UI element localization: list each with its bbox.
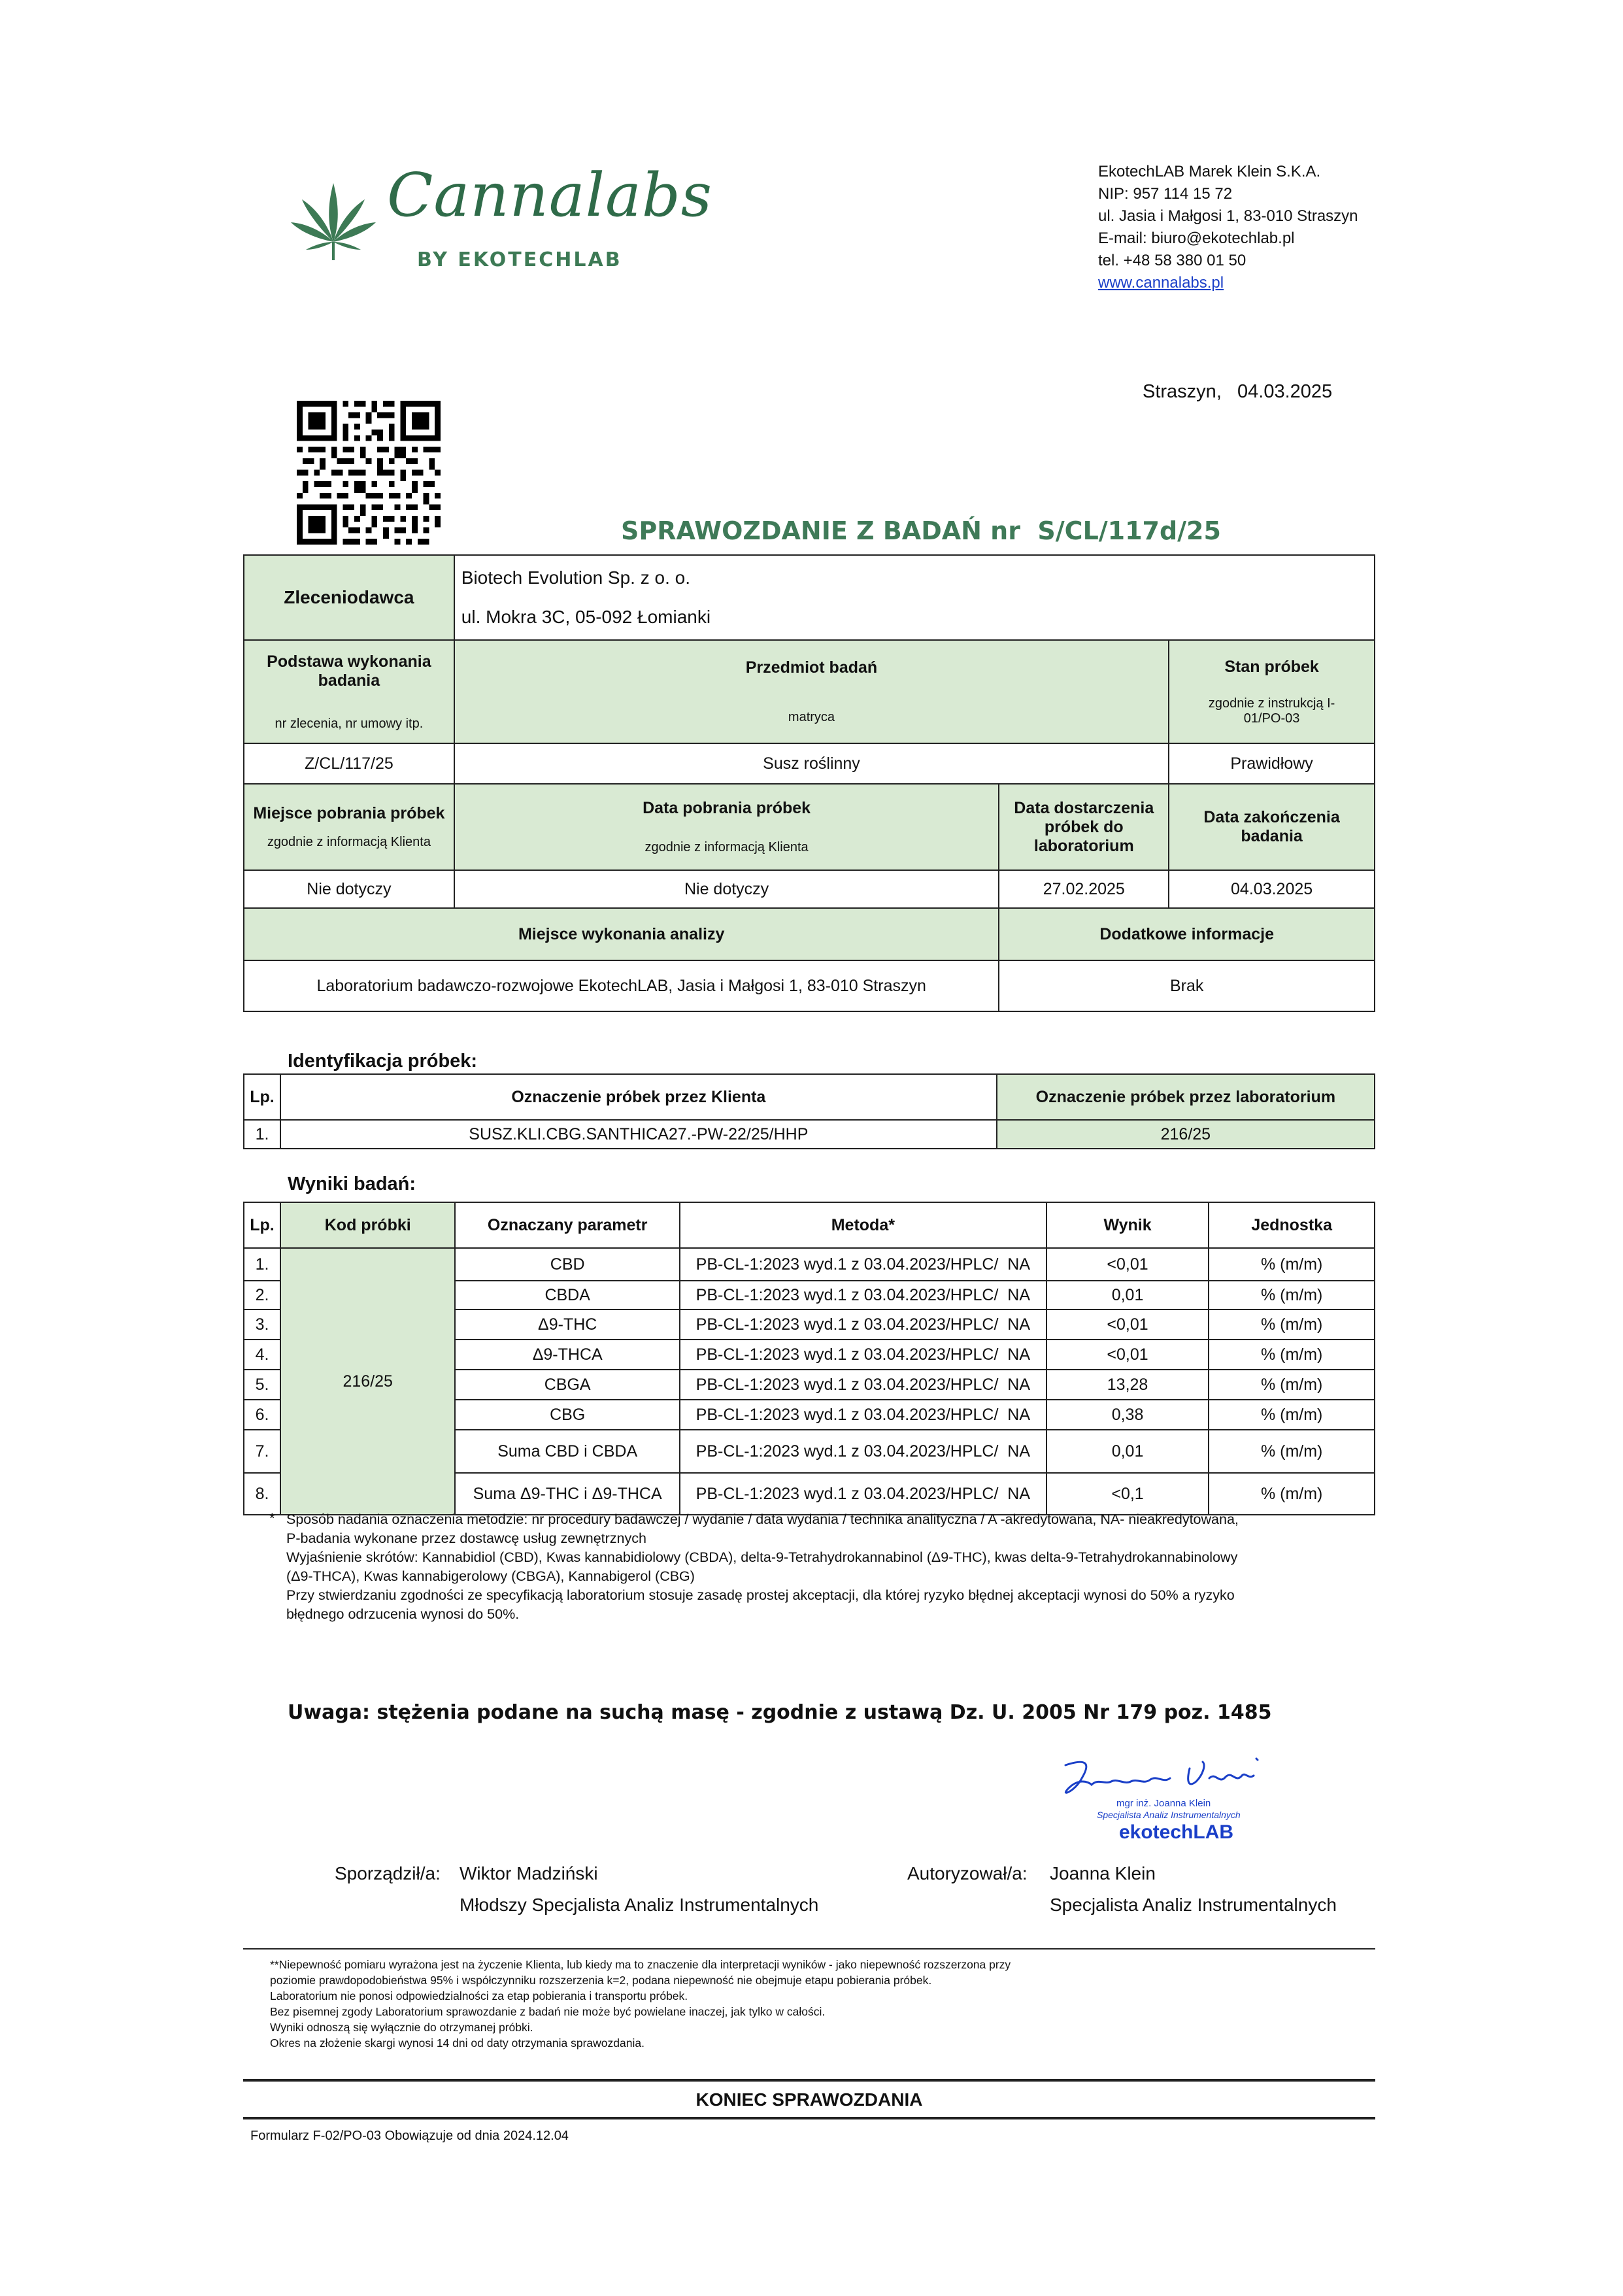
res-method: PB-CL-1:2023 wyd.1 z 03.04.2023/HPLC/ NA — [680, 1370, 1046, 1400]
res-value: 0,01 — [1046, 1430, 1209, 1473]
subject-note: matryca — [788, 710, 835, 724]
signature-stamp — [1046, 1752, 1288, 1850]
id-header-lab: Oznaczenie próbek przez laboratorium — [997, 1074, 1375, 1120]
report-info-table — [243, 554, 1375, 1012]
stamp-brand-logo: ekotechLAB — [1119, 1821, 1234, 1843]
res-param: CBDA — [455, 1281, 679, 1309]
stamp-name: mgr inż. Joanna Klein — [1116, 1798, 1211, 1809]
res-unit: % (m/m) — [1209, 1340, 1375, 1370]
handwritten-signature — [1046, 1752, 1288, 1804]
res-unit: % (m/m) — [1209, 1473, 1375, 1515]
res-lp: 6. — [244, 1400, 280, 1430]
res-unit: % (m/m) — [1209, 1281, 1375, 1309]
end-label: Data zakończenia badania — [1169, 784, 1375, 870]
subject-header — [454, 640, 1169, 743]
company-phone: tel. +48 58 380 01 50 — [1098, 252, 1247, 269]
res-value: <0,1 — [1046, 1473, 1209, 1515]
authorized-title: Specjalista Analiz Instrumentalnych — [1050, 1895, 1337, 1915]
res-param: Suma CBD i CBDA — [455, 1430, 679, 1473]
company-website-link[interactable]: www.cannalabs.pl — [1098, 274, 1224, 292]
state-note: zgodnie z instrukcją I-01/PO-03 — [1208, 696, 1335, 726]
client-name: Biotech Evolution Sp. z o. o. — [461, 567, 690, 588]
id-header-client: Oznaczenie próbek przez Klienta — [280, 1074, 997, 1120]
res-header-param: Oznaczany parametr — [455, 1202, 679, 1248]
method-notes — [286, 1510, 1384, 1624]
stamp-title: Specjalista Analiz Instrumentalnych — [1097, 1810, 1241, 1820]
id-row-client: SUSZ.KLI.CBG.SANTHICA27.-PW-22/25/HHP — [280, 1120, 997, 1149]
res-value: <0,01 — [1046, 1340, 1209, 1370]
place-date: Straszyn, 04.03.2025 — [1143, 381, 1333, 402]
delivery-value: 27.02.2025 — [999, 870, 1169, 908]
res-param: Δ9-THC — [455, 1309, 679, 1340]
res-unit: % (m/m) — [1209, 1248, 1375, 1281]
prepared-label: Sporządził/a: — [335, 1863, 441, 1883]
res-header-lp: Lp. — [244, 1202, 280, 1248]
res-method: PB-CL-1:2023 wyd.1 z 03.04.2023/HPLC/ NA — [680, 1430, 1046, 1473]
report-title: SPRAWOZDANIE Z BADAŃ nr S/CL/117d/25 — [621, 516, 1221, 545]
note-line: (Δ9-THCA), Kwas kannabigerolowy (CBGA), Kannabigerol (CBG) — [286, 1568, 695, 1584]
note-line: Wyjaśnienie skrótów: Kannabidiol (CBD), Kwas kannabidiolowy (CBDA), delta-9-Tetrahydrokannabinol (Δ9-THC), kwas delta-9-Tetrahydrokannabinolowy — [286, 1549, 1238, 1565]
subject-label: Przedmiot badań — [745, 658, 878, 677]
basis-header — [244, 640, 454, 743]
company-name: EkotechLAB Marek Klein S.K.A. — [1098, 163, 1321, 180]
client-label: Zleceniodawca — [244, 555, 454, 640]
res-param: Δ9-THCA — [455, 1340, 679, 1370]
delivery-label: Data dostarczenia próbek do laboratorium — [999, 784, 1169, 870]
res-value: <0,01 — [1046, 1248, 1209, 1281]
sampling-date-value: Nie dotyczy — [454, 870, 999, 908]
res-header-unit: Jednostka — [1209, 1202, 1375, 1248]
res-param: CBD — [455, 1248, 679, 1281]
res-unit: % (m/m) — [1209, 1430, 1375, 1473]
res-unit: % (m/m) — [1209, 1370, 1375, 1400]
prepared-name: Wiktor Madziński — [460, 1863, 598, 1883]
dry-mass-warning: Uwaga: stężenia podane na suchą masę - zgodnie z ustawą Dz. U. 2005 Nr 179 poz. 1485 — [288, 1701, 1272, 1724]
res-lp: 1. — [244, 1248, 280, 1281]
subject-value: Susz roślinny — [454, 743, 1169, 784]
extra-info-value: Brak — [999, 960, 1375, 1011]
extra-info-label: Dodatkowe informacje — [999, 908, 1375, 960]
prepared-title: Młodszy Specjalista Analiz Instrumentalnych — [460, 1895, 819, 1915]
basis-note: nr zlecenia, nr umowy itp. — [275, 716, 424, 731]
logo-name: Cannalabs — [387, 160, 712, 230]
table-row — [244, 1120, 1375, 1149]
note-line: P-badania wykonane przez dostawcę usług zewnętrznych — [286, 1530, 646, 1546]
sampling-place-label: Miejsce pobrania próbek — [253, 804, 445, 822]
res-sample-code: 216/25 — [280, 1248, 455, 1515]
footnote-line: Bez pisemnej zgody Laboratorium sprawozdanie z badań nie może być powielane inaczej, jak tylko w całości. — [270, 2005, 826, 2018]
res-header-code: Kod próbki — [280, 1202, 455, 1248]
note-line: błędnego odrzucenia wynosi do 50%. — [286, 1606, 520, 1622]
table-row — [244, 1248, 1375, 1281]
client-cell — [454, 555, 1375, 640]
res-unit: % (m/m) — [1209, 1400, 1375, 1430]
footnote-line: Wyniki odnoszą się wyłącznie do otrzymanej próbki. — [270, 2021, 533, 2034]
company-info — [1098, 161, 1358, 294]
res-lp: 2. — [244, 1281, 280, 1309]
state-header — [1169, 640, 1375, 743]
divider — [243, 2079, 1375, 2082]
state-label: Stan próbek — [1224, 657, 1319, 676]
footnote-line: **Niepewność pomiaru wyrażona jest na życzenie Klienta, lub kiedy ma to znaczenie dla interpretacji wyników - jako niepewność rozszerzona przy — [270, 1958, 1011, 1971]
footnote-line: poziomie prawdopodobieństwa 95% i współczynniku rozszerzenia k=2, podana niepewność nie obejmuje etapu pobierania próbek. — [270, 1974, 932, 1987]
sampling-date-label: Data pobrania próbek — [643, 799, 811, 817]
res-method: PB-CL-1:2023 wyd.1 z 03.04.2023/HPLC/ NA — [680, 1473, 1046, 1515]
logo-subtitle: BY EKOTECHLAB — [417, 248, 622, 271]
res-lp: 3. — [244, 1309, 280, 1340]
res-lp: 8. — [244, 1473, 280, 1515]
analysis-place-value: Laboratorium badawczo-rozwojowe EkotechLAB, Jasia i Małgosi 1, 83-010 Straszyn — [244, 960, 999, 1011]
res-header-method: Metoda* — [680, 1202, 1046, 1248]
cannabis-leaf-icon — [288, 177, 379, 262]
notes-star: * — [269, 1510, 275, 1527]
sampling-place-note: zgodnie z informacją Klienta — [267, 835, 431, 849]
divider — [243, 1948, 1375, 1950]
divider — [243, 2117, 1375, 2119]
company-email: E-mail: biuro@ekotechlab.pl — [1098, 229, 1295, 247]
res-lp: 4. — [244, 1340, 280, 1370]
form-label: Formularz F-02/PO-03 Obowiązuje od dnia 2024.12.04 — [250, 2129, 569, 2143]
res-method: PB-CL-1:2023 wyd.1 z 03.04.2023/HPLC/ NA — [680, 1309, 1046, 1340]
res-method: PB-CL-1:2023 wyd.1 z 03.04.2023/HPLC/ NA — [680, 1281, 1046, 1309]
authorized-label: Autoryzował/a: — [907, 1863, 1028, 1883]
authorized-name: Joanna Klein — [1050, 1863, 1156, 1883]
id-header-lp: Lp. — [244, 1074, 280, 1120]
res-value: 13,28 — [1046, 1370, 1209, 1400]
res-value: 0,01 — [1046, 1281, 1209, 1309]
res-param: Suma Δ9-THC i Δ9-THCA — [455, 1473, 679, 1515]
sampling-date-note: zgodnie z informacją Klienta — [644, 840, 809, 854]
sampling-place-value: Nie dotyczy — [244, 870, 454, 908]
company-nip: NIP: 957 114 15 72 — [1098, 185, 1233, 203]
id-row-lab: 216/25 — [997, 1120, 1375, 1149]
end-of-report: KONIEC SPRAWOZDANIA — [695, 2089, 923, 2110]
res-value: 0,38 — [1046, 1400, 1209, 1430]
res-unit: % (m/m) — [1209, 1309, 1375, 1340]
res-lp: 7. — [244, 1430, 280, 1473]
res-method: PB-CL-1:2023 wyd.1 z 03.04.2023/HPLC/ NA — [680, 1248, 1046, 1281]
id-row-lp: 1. — [244, 1120, 280, 1149]
identification-table — [243, 1073, 1375, 1149]
res-method: PB-CL-1:2023 wyd.1 z 03.04.2023/HPLC/ NA — [680, 1400, 1046, 1430]
sampling-place-header — [244, 784, 454, 870]
footnote-line: Okres na złożenie skargi wynosi 14 dni od daty otrzymania sprawozdania. — [270, 2036, 644, 2050]
basis-value: Z/CL/117/25 — [244, 743, 454, 784]
sampling-date-header — [454, 784, 999, 870]
state-value: Prawidłowy — [1169, 743, 1375, 784]
analysis-place-label: Miejsce wykonania analizy — [244, 908, 999, 960]
res-param: CBGA — [455, 1370, 679, 1400]
qr-code — [297, 401, 441, 545]
res-value: <0,01 — [1046, 1309, 1209, 1340]
res-lp: 5. — [244, 1370, 280, 1400]
res-header-result: Wynik — [1046, 1202, 1209, 1248]
basis-label: Podstawa wykonania badania — [267, 652, 431, 690]
note-line: Przy stwierdzaniu zgodności ze specyfikacją laboratorium stosuje zasadę prostej akceptacji, dla której ryzyko błędnej akceptacji wynosi do 50% a ryzyko — [286, 1587, 1235, 1603]
results-table — [243, 1202, 1375, 1515]
logo — [288, 160, 712, 278]
company-address: ul. Jasia i Małgosi 1, 83-010 Straszyn — [1098, 207, 1358, 225]
res-method: PB-CL-1:2023 wyd.1 z 03.04.2023/HPLC/ NA — [680, 1340, 1046, 1370]
results-heading: Wyniki badań: — [288, 1173, 416, 1194]
note-line: Sposób nadania oznaczenia metodzie: nr procedury badawczej / wydanie / data wydania / technika analityczna / A -akredytowana, NA- nieakredytowana, — [286, 1511, 1239, 1527]
end-value: 04.03.2025 — [1169, 870, 1375, 908]
footnote-line: Laboratorium nie ponosi odpowiedzialności za etap pobierania i transportu próbek. — [270, 1989, 688, 2002]
res-param: CBG — [455, 1400, 679, 1430]
identification-heading: Identyfikacja próbek: — [288, 1051, 478, 1072]
client-address: ul. Mokra 3C, 05-092 Łomianki — [461, 607, 711, 627]
footnotes — [270, 1957, 1011, 2051]
